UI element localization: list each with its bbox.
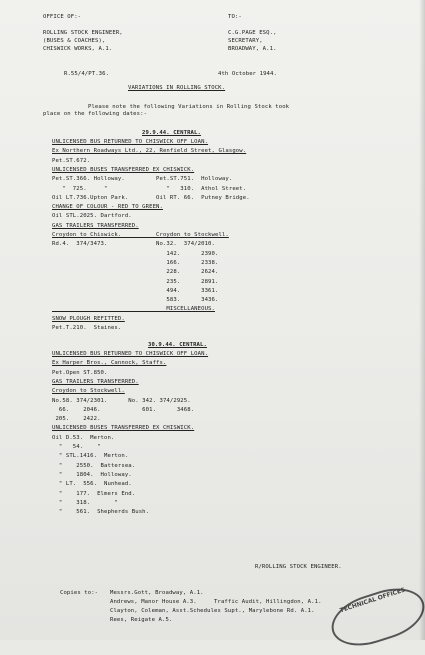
to-line: C.G.PAGE ESQ., — [228, 30, 277, 36]
section2-line: No.58. 374/2301. No. 342. 374/2925. — [52, 397, 191, 404]
stamp-text: TECHNICAL OFFICES — [339, 586, 407, 615]
office-stamp — [325, 579, 425, 654]
section2-line: " 561. Shepherds Bush. — [52, 509, 150, 516]
section1-line: Pet.T.210. Staines. — [52, 325, 122, 331]
section2-line: " 1804. Holloway. — [52, 471, 132, 478]
section1-line: 166. 2338. — [52, 259, 219, 266]
section2-line: Ex Harper Bros., Cannock, Staffs. — [52, 360, 167, 367]
to-line: SECRETARY, — [228, 38, 263, 44]
copies-line: Messrs.Gott, Broadway, A.1. — [110, 590, 204, 596]
section1-line: 235. 2891. — [52, 278, 219, 285]
copies-line: Andrews, Manor House A.3. Traffic Audit, Hillingdon, A.1. — [110, 599, 322, 605]
to-label: TO:- — [228, 14, 242, 20]
section1-line: GAS TRAILERS TRANSFERRED. — [52, 222, 139, 229]
date: 4th October 1944. — [218, 71, 277, 77]
section1-line: Pet.ST.366. Holloway. Pet.ST.751. Holloway. — [52, 176, 233, 183]
from-line: ROLLING STOCK ENGINEER, — [43, 30, 123, 36]
section1-line: Oil LT.736.Upton Park. Oil RT. 66. Putney Bridge. — [52, 194, 250, 201]
section1-line: Pet.ST.672. — [52, 157, 91, 164]
section1-line: Ex Northern Roadways Ltd., 22, Renfield Street, Glasgow. — [52, 148, 247, 155]
from-line: (BUSES & COACHES), — [43, 38, 106, 44]
copies-label: Copies to:- — [60, 590, 99, 596]
section2-line: " 318. " — [52, 499, 118, 506]
section1-line: " 725. " " 310. Athol Street. — [52, 185, 247, 192]
section1-line: UNLICENSED BUSES TRANSFERRED EX CHISWICK. — [52, 166, 195, 173]
section1-line: MISCELLANEOUS. — [52, 306, 215, 313]
section2-line: Pet.Open ST.850. — [52, 369, 108, 376]
section1-line: 142. 2390. — [52, 250, 219, 257]
intro-line: Please note the following Variations in Rolling Stock took — [88, 104, 290, 110]
section2-line: UNLICENSED BUSES TRANSFERRED EX CHISWICK. — [52, 425, 195, 432]
signature: R/ROLLING STOCK ENGINEER. — [255, 564, 342, 570]
copies-line: Rees, Reigate A.5. — [110, 617, 173, 623]
intro-line: place on the following dates:- — [43, 111, 148, 117]
section1-line: 583. 3436. — [52, 297, 219, 304]
section1-line: 228. 2624. — [52, 269, 219, 276]
copies-line: Clayton, Coleman, Asst.Schedules Supt., Marylebone Rd. A.1. — [110, 608, 315, 614]
section1-line: SNOW PLOUGH REFITTED. — [52, 315, 125, 322]
section2-line: Croydon to Stockwell. — [52, 388, 125, 395]
section2-line: Oil D.53. Merton. — [52, 434, 115, 441]
to-line: BROADWAY, A.1. — [228, 46, 277, 52]
from-label: OFFICE OF:- — [43, 14, 82, 20]
section2-line: GAS TRAILERS TRANSFERRED. — [52, 378, 139, 385]
section1-line: Croydon to Chiswick. Croydon to Stockwell. — [52, 232, 229, 238]
section1-line: UNLICENSED BUS RETURNED TO CHISWICK OFF LOAN. — [52, 139, 209, 145]
section1-line: Oil STL.2025. Dartford. — [52, 213, 132, 220]
section2-heading: 30.9.44. CENTRAL. — [148, 342, 207, 348]
section2-line: " 2550. Battersea. — [52, 462, 136, 469]
document-title: VARIATIONS IN ROLLING STOCK. — [128, 85, 226, 91]
section2-line: " LT. 556. Nunhead. — [52, 481, 132, 488]
section1-line: CHANGE OF COLOUR - RED TO GREEN. — [52, 204, 163, 211]
section1-heading: 29.9.44. CENTRAL. — [142, 130, 201, 136]
section2-line: UNLICENSED BUS RETURNED TO CHISWICK OFF LOAN. — [52, 351, 209, 357]
section2-line: " STL.1416. Merton. — [52, 453, 129, 460]
from-line: CHISWICK WORKS, A.1. — [43, 46, 113, 52]
section2-line: " 177. Elmers End. — [52, 490, 136, 497]
section2-line: 66. 2046. 601. 3468. — [52, 406, 195, 413]
section1-line: Rd.4. 374/3473. No.32. 374/2010. — [52, 241, 215, 248]
section2-line: " 54. " — [52, 444, 101, 450]
page-edge-shadow — [419, 0, 425, 640]
section2-line: 205. 2422. — [52, 416, 101, 423]
section1-line: 494. 3361. — [52, 287, 219, 294]
reference: R.55/4/PT.36. — [64, 71, 110, 77]
